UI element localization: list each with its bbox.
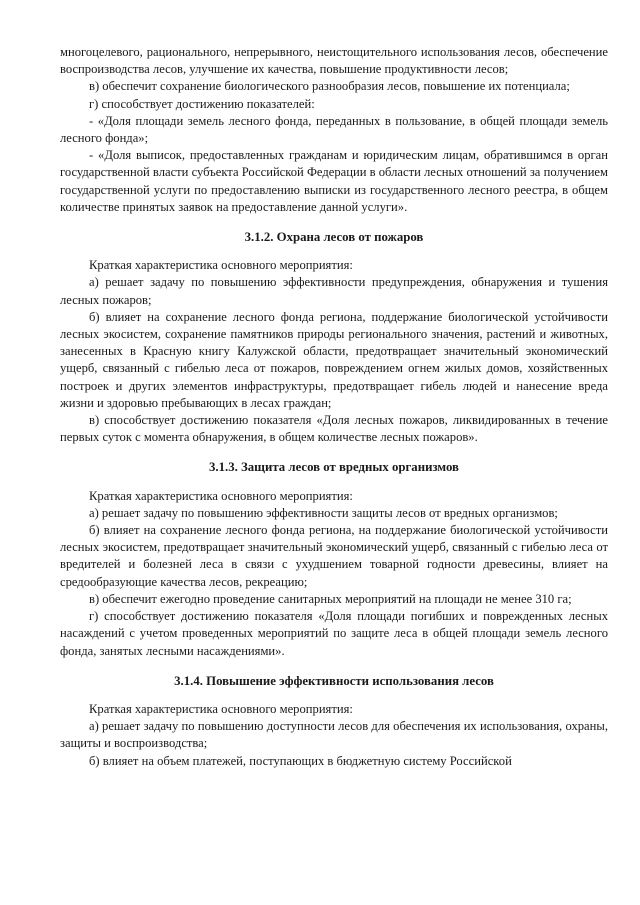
paragraph: г) способствует достижению показателя «Доля площади погибших и поврежденных лесных насаждений с учетом проведенных мероприятий по защите леса в общей площади земель лесного фонда, занятых лесными насаждениями». xyxy=(60,609,608,658)
paragraph: г) способствует достижению показателей: xyxy=(89,96,315,111)
paragraph: а) решает задачу по повышению эффективности защиты лесов от вредных организмов; xyxy=(89,505,558,520)
paragraph: а) решает задачу по повышению эффективности предупреждения, обнаружения и тушения лесных пожаров; xyxy=(60,275,608,307)
paragraph: - «Доля выписок, предоставленных гражданам и юридическим лицам, обратившимся в орган государственной власти субъекта Российской Федерации в области лесных отношений за получением государственной услуги по предоставлению выписки из государственного лесного реестра, в общем количестве принятых заявок на предоставление данной услуги». xyxy=(60,148,608,214)
paragraph: Краткая характеристика основного мероприятия: xyxy=(89,701,353,716)
paragraph: б) влияет на сохранение лесного фонда региона, поддержание биологической устойчивости лесных экосистем, сохранение памятников природы регионального значения, растений и животных, занесенных в Красную книгу Калужской области, предотвращает значительный экономический ущерб, связанный с гибелью леса от пожаров, повреждением огнем жилых домов, хозяйственных построек и других элементов инфраструктуры, предотвращает гибель людей и нанесение вреда жизни и здоровью пребывающих в лесах граждан; xyxy=(60,309,608,410)
paragraph: б) влияет на сохранение лесного фонда региона, на поддержание биологической устойчивости лесных экосистем, предотвращает значительный экономический ущерб, связанный с гибелью леса от вредителей и болезней леса в связи с ухудшением товарной годности древесины, влияет на средообразующие качества лесов, рекреацию; xyxy=(60,523,608,589)
paragraph: в) способствует достижению показателя «Доля лесных пожаров, ликвидированных в течение первых суток с момента обнаружения, в общем количестве лесных пожаров». xyxy=(60,413,608,445)
paragraph: в) обеспечит ежегодно проведение санитарных мероприятий на площади не менее 310 га; xyxy=(89,591,572,606)
section-heading: 3.1.4. Повышение эффективности использования лесов xyxy=(174,673,494,688)
paragraph: Краткая характеристика основного мероприятия: xyxy=(89,258,353,273)
paragraph: многоцелевого, рационального, непрерывного, неистощительного использования лесов, обеспечение воспроизводства лесов, улучшение их качества, повышение продуктивности лесов; xyxy=(60,45,608,77)
paragraph: - «Доля площади земель лесного фонда, переданных в пользование, в общей площади земель лесного фонда»; xyxy=(60,113,608,146)
paragraph: а) решает задачу по повышению доступности лесов для обеспечения их использования, охраны, защиты и воспроизводства; xyxy=(60,719,608,751)
document-page xyxy=(60,44,608,770)
paragraph: в) обеспечит сохранение биологического разнообразия лесов, повышение их потенциала; xyxy=(89,79,570,94)
paragraph: Краткая характеристика основного мероприятия: xyxy=(89,488,353,503)
paragraph: б) влияет на объем платежей, поступающих в бюджетную систему Российской xyxy=(89,753,512,768)
section-heading: 3.1.3. Защита лесов от вредных организмов xyxy=(209,460,459,475)
section-heading: 3.1.2. Охрана лесов от пожаров xyxy=(244,230,424,245)
